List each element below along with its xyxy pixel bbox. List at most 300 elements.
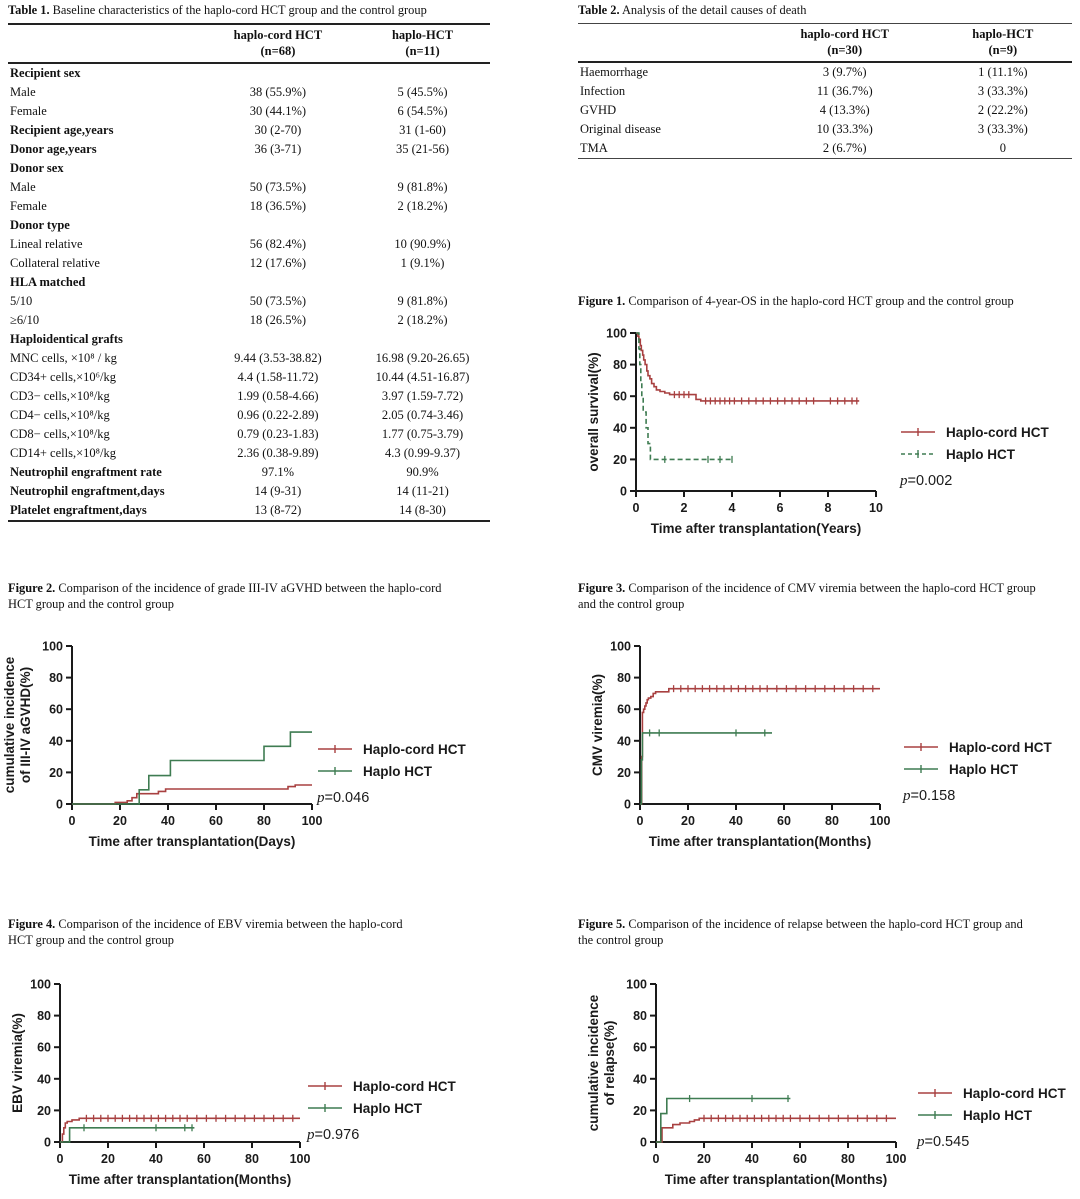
value-cell-haplo: [355, 63, 490, 83]
x-axis-tick-label: 2: [680, 501, 688, 515]
table-2-caption: [578, 2, 1072, 18]
table-row: [8, 273, 490, 292]
value-cell-haplo: 1 (9.1%): [400, 256, 445, 270]
value-cell-haplo-cord: 50 (73.5%): [249, 180, 307, 194]
value-cell-haplo: 6 (54.5%): [397, 104, 448, 118]
row-label-cell: Recipient age,years: [10, 123, 114, 137]
row-label-cell: Haploidentical grafts: [10, 332, 123, 346]
value-cell-haplo: 90.9%: [406, 465, 439, 479]
legend-swatch-line: [900, 426, 936, 438]
figure-5-caption: [578, 916, 1033, 948]
figure-3-caption: [578, 580, 1048, 612]
value-cell-haplo-cord: 38 (55.9%): [249, 85, 307, 99]
row-label-cell: TMA: [580, 141, 608, 155]
legend-label: Haplo-cord HCT: [353, 1078, 456, 1094]
table-header-row: [8, 24, 490, 63]
value-cell-haplo-cord: 4.4 (1.58-11.72): [237, 370, 319, 384]
value-cell-haplo: 10 (90.9%): [394, 237, 451, 251]
km-curve-haplo-cord-hct: [72, 785, 312, 804]
figure-1-caption-label: Figure 1.: [578, 294, 626, 308]
p-value-symbol: p: [317, 790, 325, 806]
value-cell-haplo-cord: [201, 216, 355, 235]
column-header-line1: haplo-cord HCT: [800, 27, 890, 41]
table-row: [8, 121, 490, 140]
table-row: [8, 178, 490, 197]
y-axis: [606, 327, 636, 499]
x-axis-tick-label: 40: [745, 1152, 759, 1166]
row-label-cell: Male: [10, 180, 36, 194]
row-label-cell: Female: [10, 199, 47, 213]
table-header-empty-cell: [578, 24, 756, 63]
row-label-cell: Haemorrhage: [580, 65, 649, 79]
value-cell-haplo-cord: 2 (6.7%): [822, 141, 867, 155]
legend-item: [903, 758, 1052, 780]
x-axis-tick-label: 0: [652, 1152, 660, 1166]
km-chart-relapse: [578, 974, 910, 1197]
y-axis-label: cumulative incidence: [586, 994, 601, 1132]
figure-1-caption-text: Comparison of 4-year-OS in the haplo-cord HCT group and the control group: [625, 294, 1014, 308]
p-value: [917, 1134, 1066, 1151]
p-value-symbol: p: [917, 1134, 925, 1150]
row-label-cell: Male: [10, 85, 36, 99]
y-axis-tick-label: 80: [37, 1009, 51, 1024]
table-row: [8, 311, 490, 330]
figure-4-caption-text: Comparison of the incidence of EBV viremia between the haplo-cord HCT group and the control group: [8, 917, 403, 947]
value-cell-haplo: 14 (8-30): [399, 503, 446, 517]
row-label-cell: Female: [10, 104, 47, 118]
x-axis-tick-label: 60: [197, 1152, 211, 1166]
x-axis-tick-label: 40: [729, 814, 743, 828]
legend-figure-1: [900, 421, 1049, 490]
x-axis-tick-label: 80: [825, 814, 839, 828]
km-chart-cmv-viremia: [576, 636, 894, 859]
x-axis-tick-label: 20: [113, 814, 127, 828]
value-cell-haplo-cord: 4 (13.3%): [819, 103, 870, 117]
figure-2-caption: [8, 580, 453, 612]
row-label-cell: Collateral relative: [10, 256, 100, 270]
table-row: [8, 63, 490, 83]
y-axis-label: CMV viremia(%): [590, 673, 605, 777]
legend-label: Haplo-cord HCT: [363, 741, 466, 757]
column-header-line2: (n=30): [827, 43, 863, 57]
legend-item: [307, 1075, 456, 1097]
row-label-cell: Lineal relative: [10, 237, 83, 251]
figure-3-caption-text: Comparison of the incidence of CMV viremia between the haplo-cord HCT group and the control group: [578, 581, 1036, 611]
column-header-line1: haplo-HCT: [972, 27, 1034, 41]
value-cell-haplo: 35 (21-56): [395, 142, 450, 156]
y-axis-tick-label: 0: [620, 484, 627, 499]
value-cell-haplo-cord: 30 (44.1%): [249, 104, 307, 118]
legend-figure-5: [917, 1082, 1066, 1151]
figure-5-caption-label: Figure 5.: [578, 917, 626, 931]
legend-item: [903, 736, 1052, 758]
x-axis-tick-label: 60: [209, 814, 223, 828]
legend-swatch-line: [307, 1102, 343, 1114]
row-label-cell: GVHD: [580, 103, 617, 117]
table-row: [8, 444, 490, 463]
axes: [636, 333, 876, 491]
x-axis-label: Time after transplantation(Months): [664, 1172, 888, 1187]
km-chart-agvhd: [0, 636, 326, 859]
table-row: [578, 62, 1072, 82]
value-cell-haplo-cord: 18 (36.5%): [249, 199, 307, 213]
row-label-cell: HLA matched: [10, 275, 86, 289]
value-cell-haplo: 3.97 (1.59-7.72): [381, 389, 464, 403]
x-axis-label: Time after transplantation(Months): [68, 1172, 292, 1187]
value-cell-haplo-cord: 56 (82.4%): [249, 237, 307, 251]
y-axis-tick-label: 80: [613, 358, 627, 373]
value-cell-haplo: 2 (22.2%): [977, 103, 1028, 117]
row-label-cell: CD14+ cells,×10⁸/kg: [10, 446, 116, 460]
legend-swatch-line: [307, 1080, 343, 1092]
y-axis-tick-label: 0: [44, 1135, 51, 1150]
legend-swatch-line: [917, 1087, 953, 1099]
value-cell-haplo-cord: [201, 273, 355, 292]
legend-item: [917, 1104, 1066, 1126]
value-cell-haplo-cord: 14 (9-31): [254, 484, 302, 498]
table-row: [8, 463, 490, 482]
y-axis-label: EBV viremia(%): [10, 1013, 25, 1113]
p-value-symbol: p: [903, 788, 911, 804]
y-axis-tick-label: 40: [617, 734, 631, 749]
value-cell-haplo-cord: 18 (26.5%): [249, 313, 307, 327]
y-axis-tick-label: 80: [49, 671, 63, 686]
value-cell-haplo: [355, 159, 490, 178]
value-cell-haplo: 9 (81.8%): [397, 180, 448, 194]
legend-figure-3: [903, 736, 1052, 805]
x-axis-tick-label: 0: [632, 501, 640, 515]
table-row: [8, 501, 490, 521]
x-axis-tick-label: 80: [841, 1152, 855, 1166]
value-cell-haplo: 2 (18.2%): [397, 313, 448, 327]
legend-label: Haplo HCT: [353, 1100, 422, 1116]
value-cell-haplo-cord: 13 (8-72): [254, 503, 302, 517]
row-label-cell: MNC cells, ×10⁸ / kg: [10, 351, 117, 365]
x-axis: [633, 491, 883, 515]
value-cell-haplo: 1.77 (0.75-3.79): [381, 427, 464, 441]
km-curve-haplo-cord-hct: [640, 689, 880, 804]
value-cell-haplo-cord: 9.44 (3.53-38.82): [234, 351, 322, 365]
x-axis-tick-label: 40: [161, 814, 175, 828]
y-axis-tick-label: 20: [49, 765, 63, 780]
y-axis: [626, 978, 656, 1150]
y-axis-label: of III-IV aGVHD(%): [18, 666, 33, 784]
table-header-row: [578, 24, 1072, 63]
table-row: [8, 197, 490, 216]
row-label-cell: Donor age,years: [10, 142, 97, 156]
value-cell-haplo-cord: 50 (73.5%): [249, 294, 307, 308]
p-value-number: =0.158: [910, 788, 956, 804]
row-label-cell: Infection: [580, 84, 626, 98]
p-value-symbol: p: [307, 1127, 315, 1143]
value-cell-haplo: 10.44 (4.51-16.87): [375, 370, 470, 384]
figure-3: [578, 580, 1080, 880]
row-label-cell: CD34+ cells,×10⁶/kg: [10, 370, 116, 384]
column-header-line2: (n=11): [405, 44, 440, 58]
value-cell-haplo: 4.3 (0.99-9.37): [385, 446, 461, 460]
y-axis-label: cumulative incidence: [2, 656, 17, 794]
p-value-number: =0.002: [907, 473, 953, 489]
legend-label: Haplo-cord HCT: [963, 1085, 1066, 1101]
figure-4-caption-label: Figure 4.: [8, 917, 56, 931]
table-1-caption-label: Table 1.: [8, 3, 50, 17]
y-axis-tick-label: 0: [56, 797, 63, 812]
table-row: [8, 482, 490, 501]
p-value: [317, 790, 466, 807]
legend-item: [317, 738, 466, 760]
legend-item: [900, 421, 1049, 443]
y-axis-tick-label: 20: [617, 765, 631, 780]
y-axis-label: overall survival(%): [586, 352, 601, 472]
value-cell-haplo: 2 (18.2%): [397, 199, 448, 213]
p-value-number: =0.976: [314, 1127, 360, 1143]
figure-2-caption-label: Figure 2.: [8, 581, 56, 595]
value-cell-haplo: [355, 216, 490, 235]
y-axis-tick-label: 0: [640, 1135, 647, 1150]
censor-ticks-haplo-cord-hct: [674, 391, 856, 404]
y-axis-tick-label: 40: [37, 1072, 51, 1087]
value-cell-haplo-cord: 97.1%: [261, 465, 295, 479]
y-axis-label: of relapse(%): [602, 1020, 617, 1106]
y-axis: [42, 640, 72, 812]
x-axis-label: Time after transplantation(Years): [650, 521, 862, 536]
row-label-cell: CD3− cells,×10⁸/kg: [10, 389, 110, 403]
x-axis-tick-label: 80: [257, 814, 271, 828]
km-chart-ebv-viremia: [0, 974, 314, 1197]
x-axis-tick-label: 20: [681, 814, 695, 828]
table-2-section: [578, 2, 1072, 159]
value-cell-haplo: [355, 330, 490, 349]
table-row: [578, 139, 1072, 159]
km-curve-haplo-hct: [72, 732, 312, 804]
table-column-header-2: [934, 24, 1072, 63]
row-label-cell: 5/10: [10, 294, 33, 308]
value-cell-haplo: 2.05 (0.74-3.46): [381, 408, 464, 422]
value-cell-haplo: 16.98 (9.20-26.65): [375, 351, 470, 365]
figure-4-caption: [8, 916, 408, 948]
figure-5: [578, 916, 1080, 1198]
x-axis-tick-label: 100: [885, 1152, 907, 1166]
value-cell-haplo: 0: [999, 141, 1006, 155]
x-axis-tick-label: 100: [301, 814, 323, 828]
table-column-header-1: [756, 24, 934, 63]
table-column-header-1: [201, 24, 355, 63]
table-row: [8, 368, 490, 387]
y-axis-tick-label: 20: [37, 1103, 51, 1118]
y-axis-tick-label: 80: [633, 1009, 647, 1024]
x-axis: [637, 804, 891, 828]
y-axis-tick-label: 100: [606, 326, 627, 341]
table-row: [8, 235, 490, 254]
table-row: [578, 101, 1072, 120]
row-label-cell: Platelet engraftment,days: [10, 503, 147, 517]
km-curve-haplo-cord-hct: [60, 1118, 300, 1142]
x-axis-tick-label: 80: [245, 1152, 259, 1166]
value-cell-haplo-cord: 36 (3-71): [254, 142, 302, 156]
y-axis-tick-label: 40: [633, 1072, 647, 1087]
figure-2: [2, 580, 548, 880]
p-value-symbol: p: [900, 473, 908, 489]
row-label-cell: Donor sex: [10, 161, 64, 175]
table-row: [8, 102, 490, 121]
x-axis-tick-label: 0: [636, 814, 644, 828]
km-plot-svg: [0, 636, 326, 854]
legend-label: Haplo HCT: [963, 1107, 1032, 1123]
value-cell-haplo: 14 (11-21): [396, 484, 449, 498]
value-cell-haplo: 3 (33.3%): [977, 84, 1028, 98]
legend-swatch-line: [317, 743, 353, 755]
y-axis-tick-label: 40: [49, 734, 63, 749]
row-label-cell: ≥6/10: [10, 313, 40, 327]
row-label-cell: Neutrophil engraftment,days: [10, 484, 165, 498]
value-cell-haplo: 31 (1-60): [399, 123, 446, 137]
p-value-number: =0.545: [924, 1134, 970, 1150]
legend-figure-4: [307, 1075, 456, 1144]
legend-swatch-line: [903, 741, 939, 753]
column-header-line1: haplo-cord HCT: [233, 28, 323, 42]
legend-item: [317, 760, 466, 782]
x-axis-tick-label: 20: [697, 1152, 711, 1166]
p-value: [900, 473, 1049, 490]
legend-label: Haplo-cord HCT: [946, 424, 1049, 440]
value-cell-haplo: 9 (81.8%): [397, 294, 448, 308]
table-header-empty-cell: [8, 24, 201, 63]
table-row: [8, 292, 490, 311]
value-cell-haplo-cord: 2.36 (0.38-9.89): [237, 446, 319, 460]
x-axis-tick-label: 100: [869, 814, 891, 828]
km-chart-overall-survival: [572, 323, 890, 546]
value-cell-haplo-cord: 3 (9.7%): [822, 65, 867, 79]
figure-4: [8, 916, 548, 1198]
y-axis-tick-label: 60: [613, 389, 627, 404]
y-axis-tick-label: 60: [617, 702, 631, 717]
table-2: [578, 23, 1072, 159]
y-axis-tick-label: 60: [633, 1040, 647, 1055]
x-axis-tick-label: 10: [869, 501, 883, 515]
p-value-number: =0.046: [324, 790, 370, 806]
row-label-cell: Donor type: [10, 218, 70, 232]
legend-label: Haplo HCT: [363, 763, 432, 779]
value-cell-haplo: 3 (33.3%): [977, 122, 1028, 136]
column-header-line2: (n=68): [260, 44, 296, 58]
x-axis-tick-label: 0: [68, 814, 76, 828]
x-axis-label: Time after transplantation(Days): [88, 834, 296, 849]
figure-1: [578, 293, 1080, 555]
km-curve-haplo-hct: [656, 1099, 790, 1143]
value-cell-haplo-cord: 0.79 (0.23-1.83): [237, 427, 319, 441]
km-curve-haplo-cord-hct: [656, 1118, 896, 1142]
value-cell-haplo-cord: 30 (2-70): [254, 123, 302, 137]
x-axis-tick-label: 6: [776, 501, 784, 515]
figure-2-caption-text: Comparison of the incidence of grade III-IV aGVHD between the haplo-cord HCT group and the control group: [8, 581, 442, 611]
km-curve-haplo-hct: [640, 733, 772, 804]
x-axis-tick-label: 4: [728, 501, 736, 515]
legend-item: [307, 1097, 456, 1119]
y-axis-tick-label: 60: [37, 1040, 51, 1055]
x-axis-tick-label: 40: [149, 1152, 163, 1166]
legend-label: Haplo-cord HCT: [949, 739, 1052, 755]
x-axis: [653, 1142, 907, 1166]
table-row: [578, 82, 1072, 101]
legend-swatch-line: [917, 1109, 953, 1121]
x-axis-tick-label: 20: [101, 1152, 115, 1166]
row-label-cell: Neutrophil engraftment rate: [10, 465, 162, 479]
table-row: [8, 406, 490, 425]
legend-swatch-line: [900, 448, 936, 460]
value-cell-haplo-cord: 11 (36.7%): [816, 84, 873, 98]
y-axis-tick-label: 60: [49, 702, 63, 717]
table-row: [8, 140, 490, 159]
x-axis: [57, 1142, 311, 1166]
x-axis-label: Time after transplantation(Months): [648, 834, 872, 849]
value-cell-haplo-cord: [201, 159, 355, 178]
value-cell-haplo-cord: 10 (33.3%): [816, 122, 873, 136]
x-axis-tick-label: 60: [793, 1152, 807, 1166]
x-axis-tick-label: 60: [777, 814, 791, 828]
legend-swatch-line: [903, 763, 939, 775]
figure-3-caption-label: Figure 3.: [578, 581, 626, 595]
table-row: [8, 425, 490, 444]
y-axis-tick-label: 100: [30, 977, 51, 992]
value-cell-haplo-cord: 12 (17.6%): [249, 256, 307, 270]
table-row: [8, 387, 490, 406]
axes: [640, 646, 880, 804]
value-cell-haplo: 5 (45.5%): [397, 85, 448, 99]
table-column-header-2: [355, 24, 490, 63]
km-plot-svg: [572, 323, 890, 541]
table-2-caption-label: Table 2.: [578, 3, 620, 17]
km-curve-haplo-hct: [60, 1128, 194, 1142]
y-axis-tick-label: 0: [624, 797, 631, 812]
row-label-cell: CD8− cells,×10⁸/kg: [10, 427, 110, 441]
column-header-line2: (n=9): [988, 43, 1018, 57]
legend-label: Haplo HCT: [946, 446, 1015, 462]
legend-item: [900, 443, 1049, 465]
x-axis-tick-label: 8: [824, 501, 832, 515]
y-axis-tick-label: 20: [633, 1103, 647, 1118]
p-value: [903, 788, 1052, 805]
table-row: [8, 254, 490, 273]
figure-1-caption: [578, 293, 1080, 309]
column-header-line1: haplo-HCT: [391, 28, 454, 42]
table-1-caption-text: Baseline characteristics of the haplo-cord HCT group and the control group: [49, 3, 427, 17]
km-plot-svg: [0, 974, 314, 1192]
x-axis-tick-label: 0: [56, 1152, 64, 1166]
value-cell-haplo-cord: [201, 63, 355, 83]
x-axis: [69, 804, 323, 828]
legend-figure-2: [317, 738, 466, 807]
y-axis: [610, 640, 640, 812]
km-curve-haplo-cord-hct: [636, 333, 859, 401]
axes: [72, 646, 312, 804]
table-row: [8, 159, 490, 178]
y-axis-tick-label: 40: [613, 421, 627, 436]
table-row: [8, 216, 490, 235]
legend-item: [917, 1082, 1066, 1104]
table-2-caption-text: Analysis of the detail causes of death: [619, 3, 807, 17]
table-1: [8, 23, 490, 522]
value-cell-haplo: 1 (11.1%): [978, 65, 1028, 79]
legend-label: Haplo HCT: [949, 761, 1018, 777]
table-1-caption: [8, 2, 490, 18]
table-row: [578, 120, 1072, 139]
value-cell-haplo-cord: 0.96 (0.22-2.89): [237, 408, 319, 422]
table-row: [8, 83, 490, 102]
y-axis: [30, 978, 60, 1150]
y-axis-tick-label: 100: [42, 639, 63, 654]
y-axis-tick-label: 100: [610, 639, 631, 654]
value-cell-haplo: [355, 273, 490, 292]
